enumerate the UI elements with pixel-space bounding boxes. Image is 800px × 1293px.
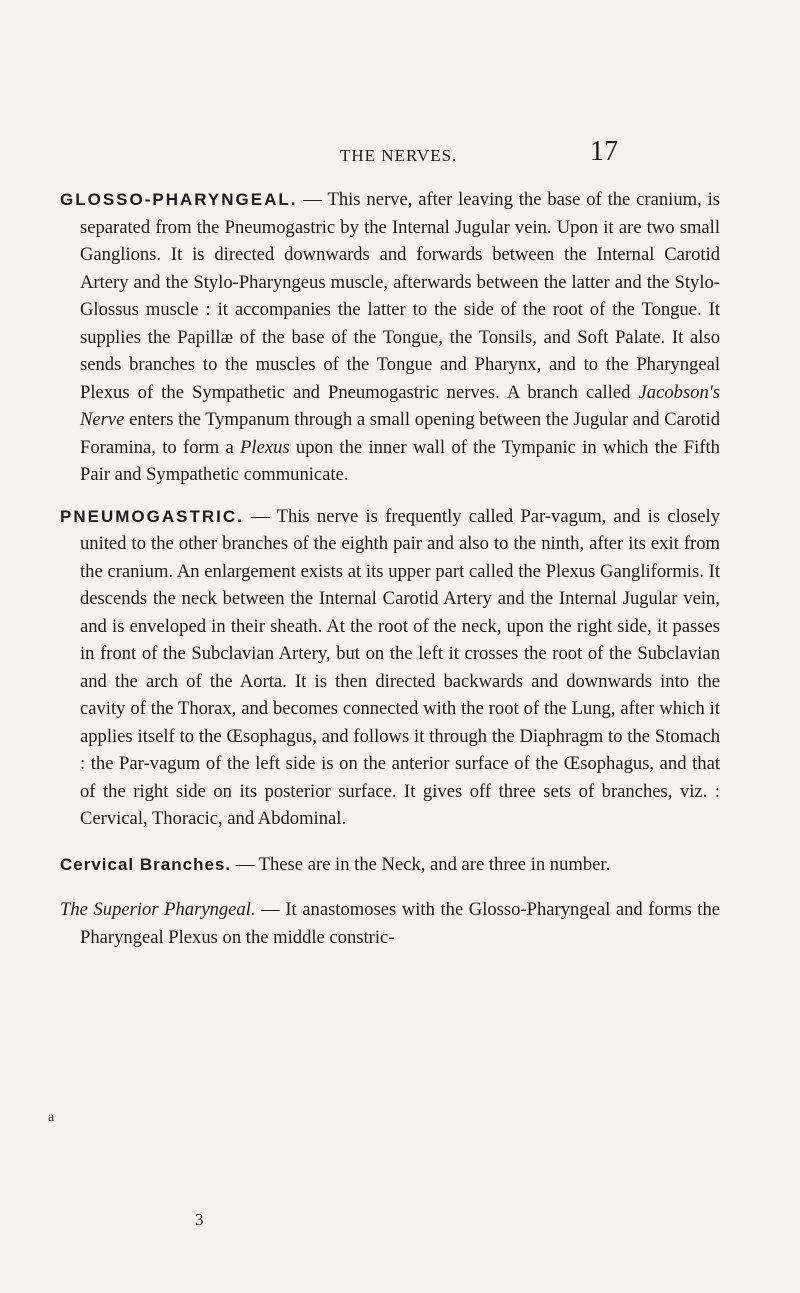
margin-mark: a — [48, 1110, 55, 1125]
running-title: THE NERVES. — [340, 146, 458, 165]
section-heading-pneumogastric: PNEUMOGASTRIC. — [60, 506, 244, 526]
section-heading-cervical-branches: Cervical Branches. — [60, 854, 232, 874]
italic-term-jacobsons-nerve: Jacobson's Nerve — [80, 381, 720, 430]
running-head — [0, 136, 800, 176]
body-text — [60, 186, 720, 951]
page-number: 17 — [590, 136, 618, 167]
printer-signature: 3 — [195, 1210, 204, 1229]
paragraph-glosso-pharyngeal — [60, 186, 720, 489]
paragraph-superior-pharyngeal — [60, 896, 720, 951]
paragraph-pneumogastric — [60, 503, 720, 833]
section-heading-glosso-pharyngeal: GLOSSO-PHARYNGEAL. — [60, 190, 298, 209]
paragraph-text: — It anastomoses with the Glosso-Pharyngeal and forms the Pharyngeal Plexus on the middle constric- — [80, 899, 720, 948]
paragraph-text: enters the Tympanum through a small opening between the Jugular and Carotid Foramina, to form a — [80, 409, 720, 458]
paragraph-text: — This nerve is frequently called Par-vagum, and is closely united to the other branches of the eighth pair and also to the ninth, after its exit from the cranium. An enlargement exists at its upper part called the Plexus Gangliformis. It descends the neck between the Internal Carotid Artery and the Internal Jugular vein, and is enveloped in their sheath. At the root of the neck, upon the right side, it passes in front of the Subclavian Artery, but on the left it crosses the root of the Subclavian and the arch of the Aorta. It is then directed backwards and downwards into the cavity of the Thorax, and becomes connected with the root of the Lung, after which it applies itself to the Œsophagus, and follows it through the Diaphragm to the Stomach : the Par-vagum of the left side is on the anterior surface of the Œsophagus, and that of the right side on its posterior surface. It gives off three sets of branches, viz. : Cervical, Thoracic, and Abdominal. — [80, 505, 720, 829]
paragraph-cervical-branches — [60, 851, 720, 879]
paragraph-text: — These are in the Neck, and are three in number. — [231, 853, 611, 875]
section-heading-superior-pharyngeal: The Superior Pharyngeal. — [60, 899, 256, 920]
italic-term-plexus: Plexus — [240, 436, 290, 458]
paragraph-text: upon the inner wall of the Tympanic in which the Fifth Pair and Sympathetic communicate. — [80, 436, 720, 485]
paragraph-text: — This nerve, after leaving the base of the cranium, is separated from the Pneumogastric by the Internal Jugular vein. Upon it are two small Ganglions. It is directed downwards and forwards between the Internal Carotid Artery and the Stylo-Pharyngeus muscle, afterwards between the latter and the Stylo-Glossus muscle : it accompanies the latter to the side of the root of the Tongue. It supplies the Papillæ of the base of the Tongue, the Tonsils, and Soft Palate. It also sends branches to the muscles of the Tongue and Pharynx, and to the Pharyngeal Plexus of the Sympathetic and Pneumogastric nerves. A branch called — [80, 189, 720, 403]
